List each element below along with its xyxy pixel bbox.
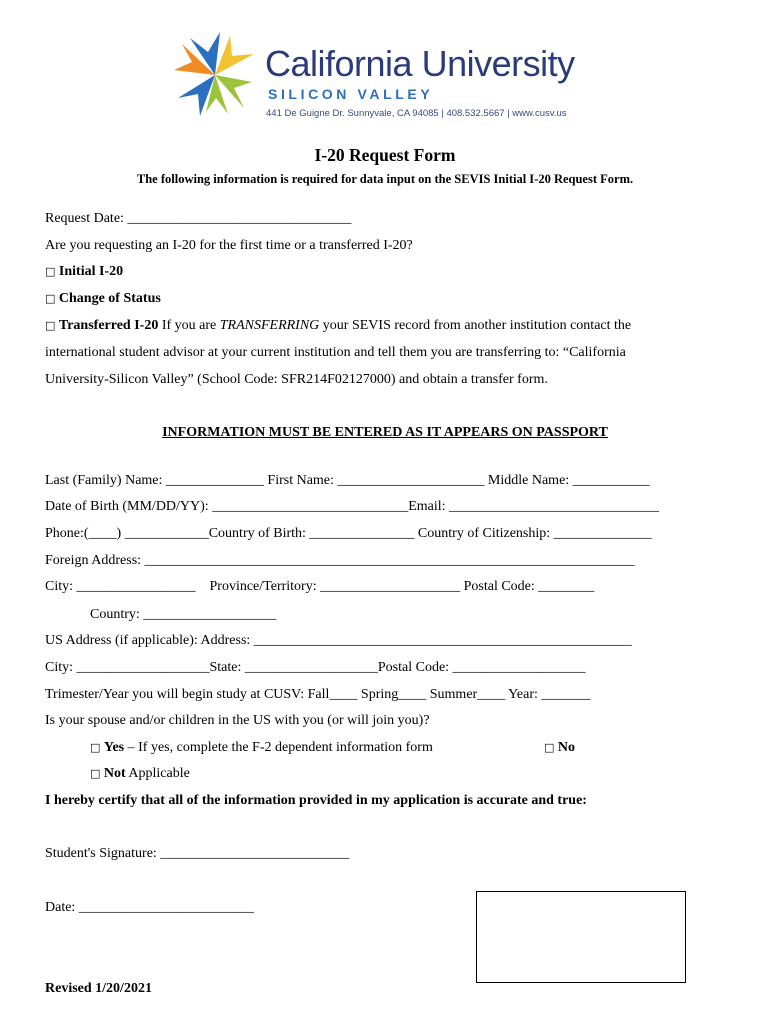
transfer-emphasis: TRANSFERRING (219, 318, 320, 333)
option-not-applicable[interactable] (90, 766, 190, 782)
logo-petal-yellow (215, 36, 254, 75)
university-logo-icon (170, 30, 260, 120)
trimester-fields[interactable]: Trimester/Year you will begin study at CUSV: Fall____ Spring____ Summer____ Year: _______ (45, 687, 591, 702)
option-change-of-status[interactable] (45, 291, 161, 307)
option-label: Change of Status (58, 291, 161, 306)
yes-label: Yes (103, 740, 125, 755)
request-date-field[interactable]: Request Date: ________________________________ (45, 211, 352, 226)
foreign-address-field[interactable]: Foreign Address: ______________________________________________________________________ (45, 553, 635, 568)
checkbox-icon[interactable]: □ (45, 319, 56, 332)
checkbox-icon[interactable]: □ (45, 292, 56, 305)
country-field[interactable]: Country: ___________________ (90, 607, 277, 622)
date-field[interactable]: Date: _________________________ (45, 900, 254, 915)
certify-statement: I hereby certify that all of the information provided in my application is accurate and true: (45, 793, 587, 808)
signature-field[interactable]: Student's Signature: ___________________________ (45, 846, 350, 861)
transfer-text-post: your SEVIS record from another institution contact the (319, 318, 632, 333)
option-transferred-i20[interactable] (45, 318, 631, 334)
transfer-line-2: international student advisor at your current institution and tell them you are transferring to: “California (45, 345, 626, 360)
city-province-postal-fields[interactable]: City: _________________ Province/Territory: ____________________ Postal Code: ________ (45, 579, 595, 594)
no-label: No (557, 740, 576, 755)
option-initial-i20[interactable] (45, 264, 123, 280)
option-no[interactable] (544, 740, 575, 756)
not-text: Applicable (125, 766, 190, 781)
dob-email-fields[interactable]: Date of Birth (MM/DD/YY): ____________________________Email: ______________________________ (45, 499, 660, 514)
form-subtitle: The following information is required for data input on the SEVIS Initial I-20 Request Form. (136, 172, 634, 186)
not-label: Not (103, 766, 126, 781)
option-label: Transferred I-20 (58, 318, 159, 333)
name-fields[interactable]: Last (Family) Name: ______________ First Name: _____________________ Middle Name: ___________ (45, 473, 650, 488)
transfer-text: If you are (158, 318, 220, 333)
brand-subtitle: SILICON VALLEY (268, 86, 434, 102)
us-city-state-postal-fields[interactable]: City: ___________________State: ___________________Postal Code: ___________________ (45, 660, 586, 675)
checkbox-icon[interactable]: □ (45, 265, 56, 278)
yes-text: – If yes, complete the F-2 dependent information form (124, 740, 433, 755)
spouse-question: Is your spouse and/or children in the US with you (or will join you)? (45, 713, 430, 728)
logo-petal-blue-lower (178, 75, 215, 116)
checkbox-icon[interactable]: □ (90, 741, 101, 754)
brand-address: 441 De Guigne Dr. Sunnyvale, CA 94085 | 408.532.5667 | www.cusv.us (266, 108, 567, 119)
office-use-box (476, 891, 686, 983)
option-yes[interactable] (90, 740, 433, 756)
request-question: Are you requesting an I-20 for the first time or a transferred I-20? (45, 238, 413, 253)
brand-name: California University (265, 43, 575, 84)
checkbox-icon[interactable]: □ (90, 767, 101, 780)
passport-heading: INFORMATION MUST BE ENTERED AS IT APPEARS ON PASSPORT (162, 425, 608, 440)
option-label: Initial I-20 (58, 264, 124, 279)
phone-country-fields[interactable]: Phone:(____) ____________Country of Birth: _______________ Country of Citizenship: ______________ (45, 526, 652, 541)
revision-date: Revised 1/20/2021 (45, 981, 152, 996)
form-title: I-20 Request Form (314, 145, 456, 165)
us-address-field[interactable]: US Address (if applicable): Address: ______________________________________________________ (45, 633, 632, 648)
checkbox-icon[interactable]: □ (544, 741, 555, 754)
transfer-line-3: University-Silicon Valley” (School Code: SFR214F02127000) and obtain a transfer form. (45, 372, 548, 387)
